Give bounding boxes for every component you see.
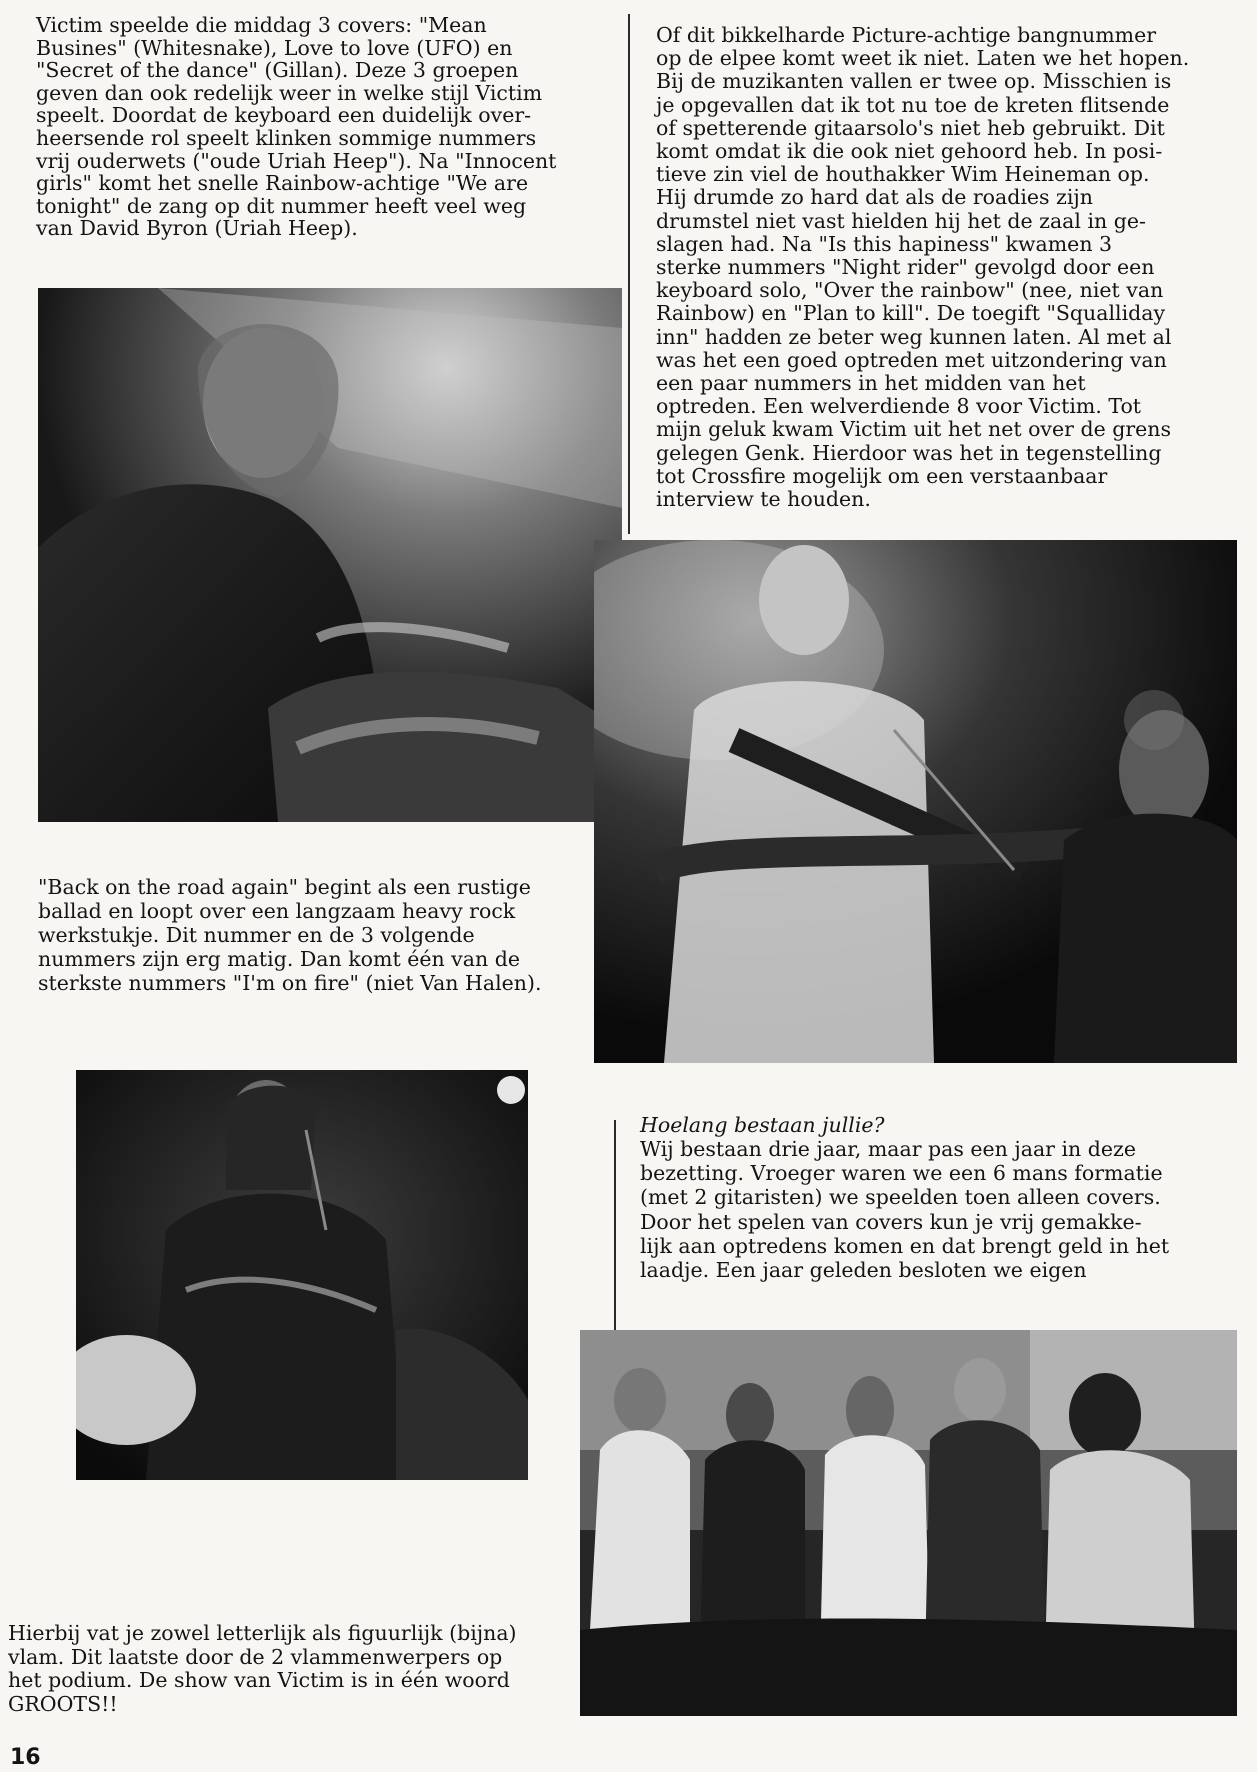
singer-photo	[76, 1070, 528, 1480]
singer-photo-image	[76, 1070, 528, 1480]
column-divider-lower	[614, 1120, 616, 1350]
page-number: 16	[10, 1745, 41, 1770]
article-text-mid-left: "Back on the road again" begint als een rustige ballad en loopt over een langzaam heavy rock werkstukje. Dit nummer en de 3 volgende nummers zijn erg matig. Dan komt één van de sterkste nummers "I'm on fire" (niet Van Halen).	[38, 875, 542, 995]
band-group-photo	[580, 1330, 1237, 1716]
article-text-top-left: Victim speelde die middag 3 covers: "Mean Busines" (Whitesnake), Love to love (UFO) en "Secret of the dance" (Gillan). Deze 3 groepen geven dan ook redelijk weer in welke stijl Victim speelt. Doordat de keyboard een duidelijk over- heersende rol speelt klinken sommige nummers vrij ouderwets ("oude Uriah Heep"). Na "Innocent girls" komt het snelle Rainbow-achtige "We are tonight" de zang op dit nummer heeft veel weg van David Byron (Uriah Heep).	[36, 13, 557, 241]
bassist-guitarist-photo-image	[594, 540, 1237, 1063]
keyboardist-photo-image	[38, 288, 622, 822]
keyboardist-photo	[38, 288, 622, 822]
column-divider	[628, 14, 630, 534]
band-group-photo-image	[580, 1330, 1237, 1716]
interview-question: Hoelang bestaan jullie?	[640, 1113, 885, 1137]
interview-answer: Wij bestaan drie jaar, maar pas een jaar in deze bezetting. Vroeger waren we een 6 mans formatie (met 2 gitaristen) we speelden toen alleen covers. Door het spelen van covers kun je vrij gemakke- lijk aan optredens komen en dat brengt geld in het laadje. Een jaar geleden besloten we eigen	[640, 1137, 1170, 1283]
article-text-bottom-left: Hierbij vat je zowel letterlijk als figuurlijk (bijna) vlam. Dit laatste door de 2 vlammenwerpers op het podium. De show van Victim is in één woord GROOTS!!	[8, 1621, 517, 1716]
bassist-guitarist-photo	[594, 540, 1237, 1063]
article-text-top-right: Of dit bikkelharde Picture-achtige bangnummer op de elpee komt weet ik niet. Laten we het hopen. Bij de muzikanten vallen er twee op. Misschien is je opgevallen dat ik tot nu toe de kreten flitsende of spetterende gitaarsolo's niet heb gebruikt. Dit komt omdat ik die ook niet gehoord heb. In posi- tieve zin viel de houthakker Wim Heineman op. Hij drumde zo hard dat als de roadies zijn drumstel niet vast hielden hij het de zaal in ge- slagen had. Na "Is this hapiness" kwamen 3 sterke nummers "Night rider" gevolgd door een keyboard solo, "Over the rainbow" (nee, niet van Rainbow) en "Plan to kill". De toegift "Squalliday inn" hadden ze beter weg kunnen laten. Al met al was het een goed optreden met uitzondering van een paar nummers in het midden van het optreden. Een welverdiende 8 voor Victim. Tot mijn geluk kwam Victim uit het net over de grens gelegen Genk. Hierdoor was het in tegenstelling tot Crossfire mogelijk om een verstaanbaar interview te houden.	[656, 23, 1190, 512]
